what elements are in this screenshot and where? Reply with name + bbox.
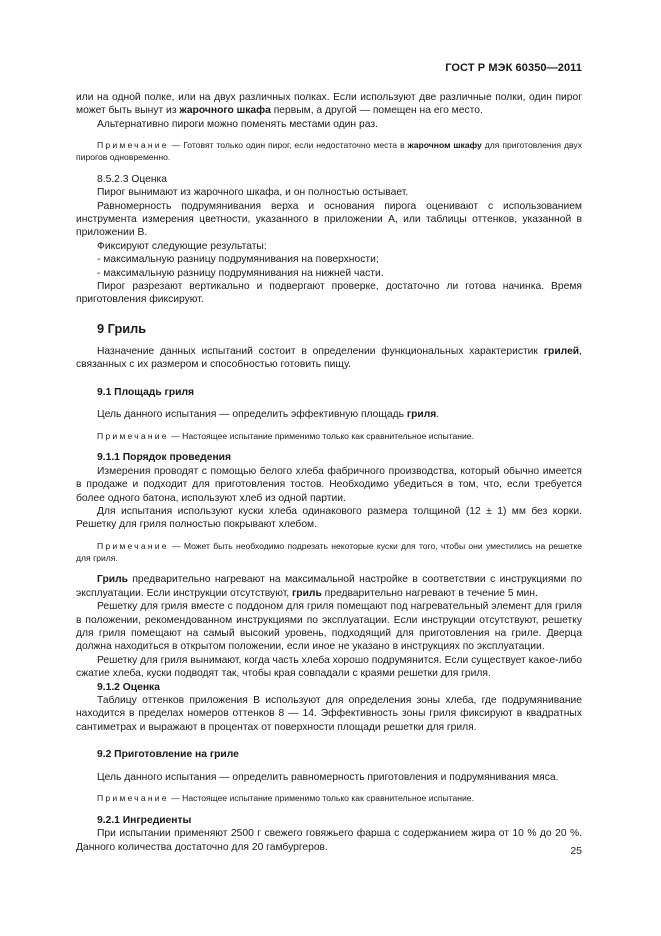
paragraph: или на одной полке, или на двух различных полках. Если используют две различные полки, один пирог может быть вынут из жарочного шкафа первым, а другой — помещен на его место. — [76, 92, 582, 117]
standard-header: ГОСТ Р МЭК 60350—2011 — [445, 62, 582, 74]
page-content — [76, 91, 582, 854]
paragraph: Пирог вынимают из жарочного шкафа, и он полностью остывает. — [97, 187, 409, 199]
paragraph: Для испытания используют куски хлеба одинакового размера толщиной (12 ± 1) мм без корки. Решетку для гриля полностью покрывают хлебом. — [76, 505, 582, 531]
note: Примечание — Готовят только один пирог, если недостаточно места в жарочном шкафу для приготовления двух пирогов одновременно. — [76, 140, 582, 163]
section-heading-9: 9 Гриль — [97, 320, 147, 336]
page-number: 25 — [570, 845, 582, 857]
subsection-heading-8-5-2-3: 8.5.2.3 Оценка — [97, 173, 168, 185]
paragraph: Альтернативно пироги можно поменять местами один раз. — [97, 118, 378, 130]
subsection-heading-9-1: 9.1 Площадь гриля — [97, 386, 194, 398]
paragraph: Гриль предварительно нагревают на максимальной настройке в соответствии с инструкциями по эксплуатации. Если инструкции отсутствуют, гриль предварительно нагревают в течение 5 мин. — [76, 574, 582, 599]
paragraph: Фиксируют следующие результаты: — [97, 240, 267, 252]
paragraph: Измерения проводят с помощью белого хлеба фабричного производства, который обычно имеется в продаже и подходит для приготовления тостов. Необходимо убедиться в том, что, если требуется более одного батона, используют хлеб из одной партии. — [76, 465, 582, 504]
list-item: - максимальную разницу подрумянивания на нижней части. — [97, 267, 384, 279]
note: Примечание — Настоящее испытание применимо только как сравнительное испытание. — [97, 430, 474, 441]
paragraph: Цель данного испытания — определить эффективную площадь гриля. — [97, 409, 440, 421]
paragraph: Равномерность подрумянивания верха и основания пирога оценивают с использованием инструмента измерения цветности, указанного в приложении А, или таблицы оттенков, указанной в приложении В. — [76, 200, 582, 239]
list-item: - максимальную разницу подрумянивания на поверхности; — [97, 254, 379, 266]
paragraph: Таблицу оттенков приложения В используют для определения зоны хлеба, где подрумянивание находится в пределах номеров оттенков 8 — 14. Эффективность зоны гриля фиксируют в квадратных сантиметрах и выражают в процентах от поверхности площади решетки для гриля. — [76, 694, 582, 733]
subsection-heading-9-1-2: 9.1.2 Оценка — [97, 681, 160, 693]
note: Примечание — Может быть необходимо подрезать некоторые куски для того, чтобы они уместились на решетке для гриля. — [76, 540, 582, 563]
paragraph: Решетку для гриля вынимают, когда часть хлеба хорошо подрумянится. Если существует какое-либо сжатие хлеба, куски подводят так, чтобы края совпадали с краями решетки для гриля. — [76, 654, 582, 680]
paragraph: Назначение данных испытаний состоит в определении функциональных характеристик грилей, связанных с их размером и способностью готовить пищу. — [76, 345, 582, 371]
note: Примечание — Настоящее испытание применимо только как сравнительное испытание. — [97, 793, 474, 804]
paragraph: Цель данного испытания — определить равномерность приготовления и подрумянивания мяса. — [97, 771, 559, 783]
paragraph: При испытании применяют 2500 г свежего говяжьего фарша с содержанием жира от 10 % до 20 %. Данного количества достаточно для 20 гамбургеров. — [76, 828, 582, 853]
paragraph: Пирог разрезают вертикально и подвергают проверке, достаточно ли готова начинка. Время приготовления фиксируют. — [76, 281, 582, 306]
subsection-heading-9-2: 9.2 Приготовление на гриле — [97, 749, 239, 761]
paragraph: Решетку для гриля вместе с поддоном для гриля помещают под нагревательный элемент для гриля в положении, рекомендованном инструкциями по эксплуатации. Если инструкции отсутствуют, решетку для гриля помещают на самый высокий уровень, подходящий для приготовления на гриле. Дверца должна находиться в открытом положении, если иное не указано в инструкциях по эксплуатации. — [76, 601, 582, 653]
subsection-heading-9-2-1: 9.2.1 Ингредиенты — [97, 814, 192, 826]
subsection-heading-9-1-1: 9.1.1 Порядок проведения — [97, 452, 231, 464]
